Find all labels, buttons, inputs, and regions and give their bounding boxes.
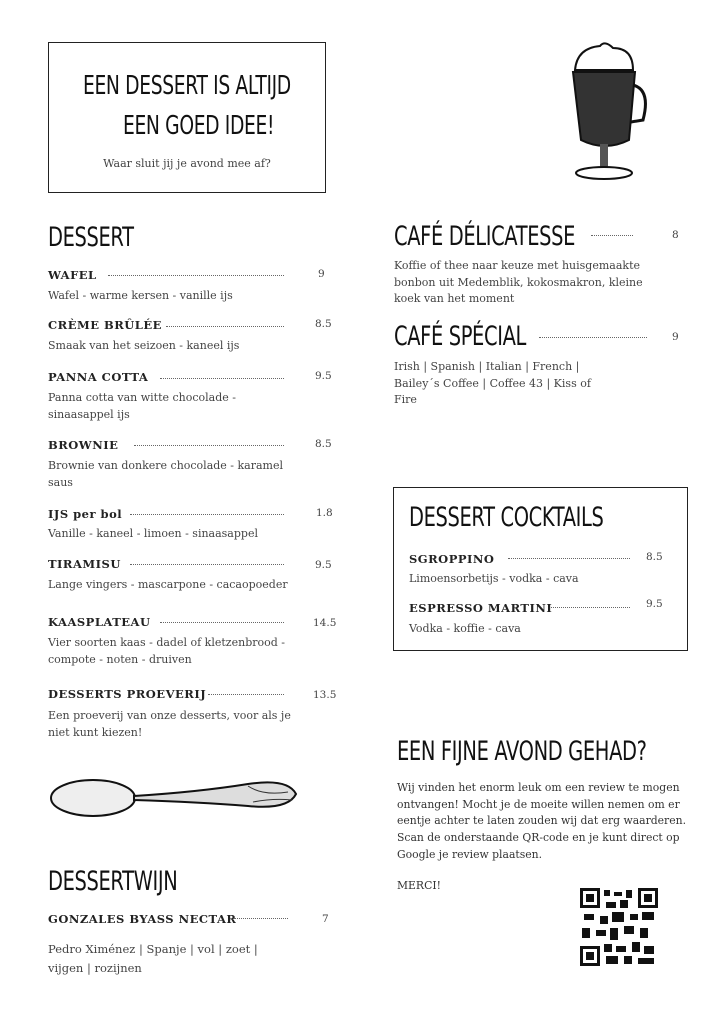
intro-title-2: EEN GOED IDEE! xyxy=(123,111,275,141)
item-name: TIRAMISU xyxy=(48,557,121,571)
qr-code-icon[interactable] xyxy=(580,888,658,966)
review-heading: EEN FIJNE AVOND GEHAD? xyxy=(397,736,647,767)
item-price: 13.5 xyxy=(313,689,337,701)
cocktails-heading: DESSERT COCKTAILS xyxy=(409,502,604,533)
item-name: KAASPLATEAU xyxy=(48,615,151,629)
cocktail-price: 9.5 xyxy=(646,598,663,610)
item-price: 8.5 xyxy=(315,438,332,450)
dotted-leader xyxy=(130,514,284,515)
dotted-leader xyxy=(166,326,284,327)
dotted-leader xyxy=(539,337,647,338)
item-desc: Vanille - kaneel - limoen - sinaasappel xyxy=(48,527,258,540)
cocktail-desc: Vodka - koffie - cava xyxy=(409,622,521,635)
irish-coffee-glass-icon xyxy=(555,40,655,188)
dotted-leader xyxy=(234,918,288,919)
item-name: CRÈME BRÛLÉE xyxy=(48,318,162,332)
cafe-delicatesse-heading: CAFÉ DÉLICATESSE xyxy=(394,221,576,252)
review-text: Wij vinden het enorm leuk om een review te mogen ontvangen! Mocht je de moeite willen nemen om er eentje achter te laten zouden wij dat erg waarderen. Scan de onderstaande QR-code en je kunt direct op Google je review plaatsen. xyxy=(397,781,686,861)
item-name: PANNA COTTA xyxy=(48,370,149,384)
cocktail-price: 8.5 xyxy=(646,551,663,563)
dotted-leader xyxy=(591,235,633,236)
dessert-heading: DESSERT xyxy=(48,222,134,253)
item-price: 1.8 xyxy=(316,507,333,519)
wine-name: GONZALES BYASS NECTAR xyxy=(48,912,237,926)
item-desc: Vier soorten kaas - dadel of kletzenbrood - compote - noten - druiven xyxy=(48,636,285,666)
item-desc: Brownie van donkere chocolade - karamel saus xyxy=(48,459,284,489)
dessert-cocktails-box xyxy=(393,487,688,651)
item-price: 14.5 xyxy=(313,617,337,629)
item-desc: Een proeverij van onze desserts, voor als je niet kunt kiezen! xyxy=(48,709,291,739)
cafe-special-heading: CAFÉ SPÉCIAL xyxy=(394,321,526,352)
cafe-special-desc: Irish | Spanish | Italian | French | Bailey´s Coffee | Coffee 43 | Kiss of Fire xyxy=(394,360,591,406)
item-name: BROWNIE xyxy=(48,438,119,452)
cocktail-name: SGROPPINO xyxy=(409,552,495,566)
item-desc: Panna cotta van witte chocolade - sinaasappel ijs xyxy=(48,391,236,421)
dessertwijn-heading: DESSERTWIJN xyxy=(48,866,178,897)
cafe-special-price: 9 xyxy=(672,331,679,343)
spoon-icon xyxy=(48,768,300,824)
dotted-leader xyxy=(134,445,284,446)
intro-subtitle: Waar sluit jij je avond mee af? xyxy=(103,157,271,170)
wine-price: 7 xyxy=(322,913,329,925)
item-price: 9.5 xyxy=(315,370,332,382)
dotted-leader xyxy=(208,694,284,695)
item-price: 9 xyxy=(318,268,325,280)
item-desc: Smaak van het seizoen - kaneel ijs xyxy=(48,339,240,352)
dotted-leader xyxy=(160,378,284,379)
cocktail-desc: Limoensorbetijs - vodka - cava xyxy=(409,572,579,585)
item-name: WAFEL xyxy=(48,268,97,282)
wine-desc: Pedro Ximénez | Spanje | vol | zoet | vijgen | rozijnen xyxy=(48,942,258,975)
item-price: 9.5 xyxy=(315,559,332,571)
cocktail-name: ESPRESSO MARTINI xyxy=(409,601,553,615)
merci-text: MERCI! xyxy=(397,879,441,892)
dotted-leader xyxy=(551,607,630,608)
intro-box xyxy=(48,42,326,193)
cafe-delicatesse-price: 8 xyxy=(672,229,679,241)
item-price: 8.5 xyxy=(315,318,332,330)
dotted-leader xyxy=(508,558,630,559)
cafe-delicatesse-desc: Koffie of thee naar keuze met huisgemaakte bonbon uit Medemblik, kokosmakron, kleine koek van het moment xyxy=(394,259,643,305)
item-name: DESSERTS PROEVERIJ xyxy=(48,687,207,701)
dotted-leader xyxy=(130,564,284,565)
item-desc: Lange vingers - mascarpone - cacaopoeder xyxy=(48,578,288,591)
dotted-leader xyxy=(108,275,284,276)
intro-title-1: EEN DESSERT IS ALTIJD xyxy=(83,71,291,101)
item-name: IJS per bol xyxy=(48,507,123,521)
item-desc: Wafel - warme kersen - vanille ijs xyxy=(48,289,233,302)
dotted-leader xyxy=(160,622,284,623)
